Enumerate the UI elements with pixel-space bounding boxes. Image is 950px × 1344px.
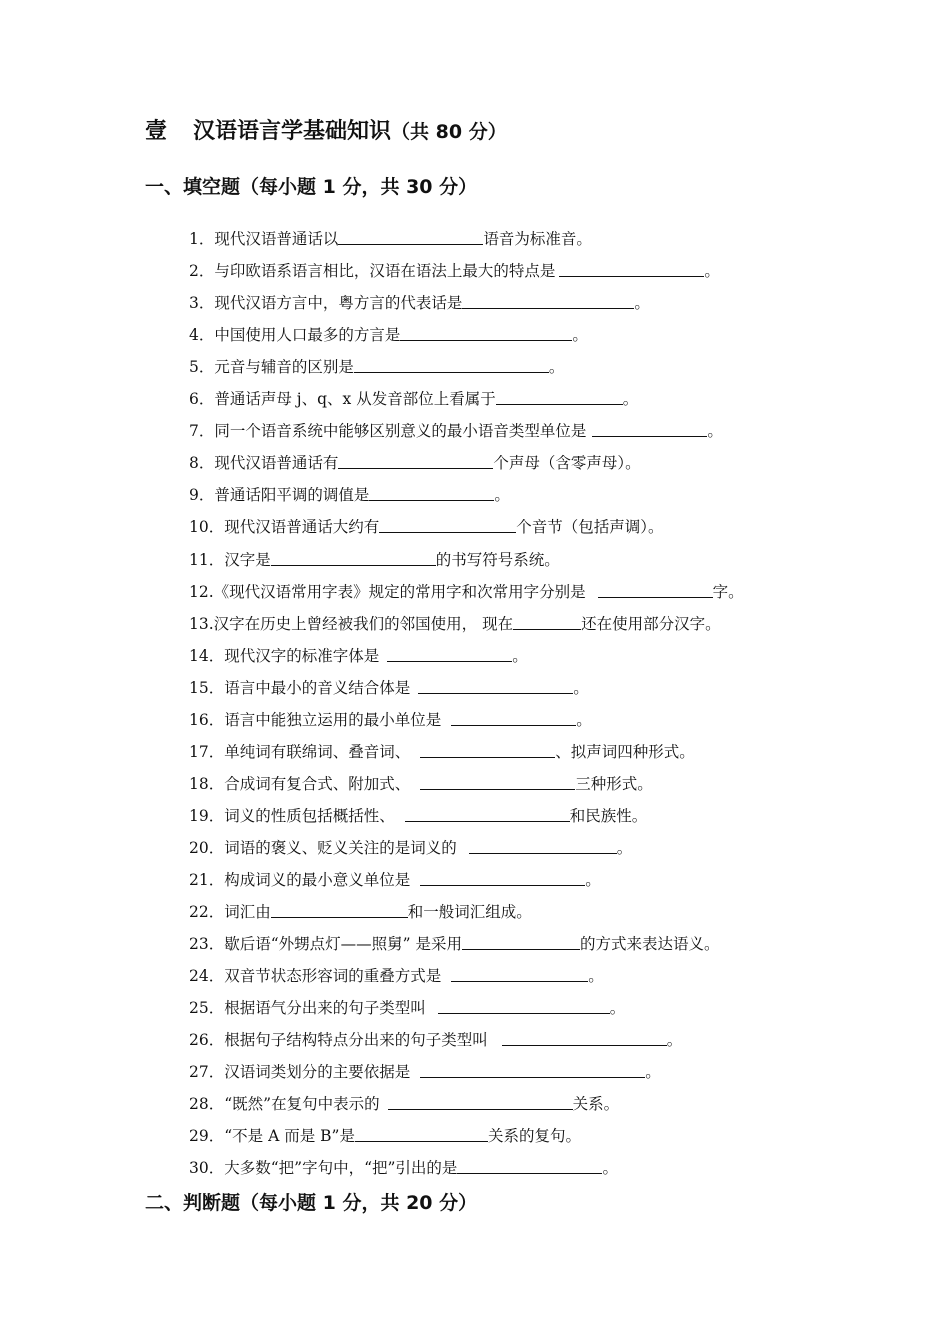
question-number: 22．: [189, 903, 225, 922]
answer-blank[interactable]: [369, 485, 494, 501]
answer-blank[interactable]: [462, 293, 634, 309]
question-item: [189, 710, 592, 730]
question-item: [189, 774, 653, 794]
question-text-before: 现代汉语普通话有: [214, 454, 339, 473]
question-text-after: 。: [616, 838, 633, 857]
question-number: 9．: [189, 486, 215, 505]
question-text-after: 。: [666, 1031, 683, 1050]
question-text-after: 。: [602, 1159, 618, 1178]
question-number: 8．: [189, 454, 215, 473]
answer-blank[interactable]: [418, 678, 573, 694]
answer-blank[interactable]: [457, 1158, 602, 1174]
answer-blank[interactable]: [451, 710, 576, 726]
question-number: 1．: [189, 230, 215, 248]
answer-blank[interactable]: [592, 421, 707, 437]
question-text-before: 同一个语音系统中能够区别意义的最小语音类型单位是: [214, 422, 587, 441]
answer-blank[interactable]: [271, 902, 408, 918]
answer-blank[interactable]: [400, 325, 572, 341]
question-number: 23．: [189, 935, 225, 954]
question-item: [189, 838, 632, 858]
question-item: [189, 517, 664, 537]
question-text-after: 和民族性。: [569, 806, 648, 825]
question-text-before: 词义的性质包括概括性、: [224, 806, 395, 825]
question-text-after: 、拟声词四种形式。: [555, 742, 695, 761]
answer-blank[interactable]: [496, 389, 623, 405]
question-item: [189, 229, 592, 249]
question-item: [189, 1126, 581, 1146]
question-text-before: “不是 A 而是 B”是: [224, 1127, 355, 1146]
question-number: 29．: [189, 1127, 225, 1146]
question-text-before: “既然”在复句中表示的: [224, 1095, 380, 1114]
answer-blank[interactable]: [451, 966, 588, 982]
question-text-after: 。: [572, 326, 588, 345]
question-text-after: 。: [494, 486, 510, 505]
question-item: [189, 582, 744, 602]
answer-blank[interactable]: [420, 870, 585, 886]
question-item: [189, 421, 723, 441]
question-item: [189, 934, 720, 954]
question-text-after: 三种形式。: [575, 774, 653, 793]
answer-blank[interactable]: [513, 614, 581, 630]
question-text-before: 大多数“把”字句中，“把”引出的是: [224, 1159, 458, 1178]
question-number: 21．: [189, 871, 225, 889]
question-text-after: 。: [704, 262, 720, 281]
question-number: 6．: [189, 390, 215, 409]
answer-blank[interactable]: [502, 1030, 667, 1046]
question-text-before: 现代汉语方言中，粤方言的代表话是: [214, 294, 463, 313]
question-text-before: 语言中最小的音义结合体是: [224, 678, 411, 697]
answer-blank[interactable]: [469, 838, 617, 854]
question-text-after: 的书写符号系统。: [435, 550, 560, 569]
question-number: 4．: [189, 326, 215, 345]
question-text-before: 根据语气分出来的句子类型叫: [224, 999, 426, 1018]
answer-blank[interactable]: [598, 582, 713, 598]
question-item: [189, 550, 560, 570]
question-text-before: 根据句子结构特点分出来的句子类型叫: [224, 1031, 488, 1050]
question-text-before: 元音与辅音的区别是: [214, 358, 354, 377]
question-item: [189, 261, 720, 281]
question-item: [189, 485, 510, 505]
question-number: 25．: [189, 999, 225, 1018]
answer-blank[interactable]: [379, 517, 516, 533]
question-number: 30．: [189, 1159, 225, 1178]
question-item: [189, 614, 721, 634]
question-text-before: 词语的褒义、贬义关注的是词义的: [224, 838, 457, 857]
question-text-before: 汉语词类划分的主要依据是: [224, 1063, 411, 1082]
question-text-after: 。: [634, 294, 650, 313]
answer-blank[interactable]: [420, 742, 555, 758]
question-text-before: 汉字是: [224, 550, 271, 569]
part-number: 壹: [145, 119, 168, 144]
question-text-before: 构成词义的最小意义单位是: [224, 871, 411, 889]
question-number: 14．: [189, 646, 225, 665]
part-points: （共 80 分）: [391, 121, 507, 143]
question-number: 26．: [189, 1031, 225, 1050]
question-text-before: 中国使用人口最多的方言是: [214, 326, 401, 345]
answer-blank[interactable]: [387, 646, 512, 662]
question-text-after: 。: [576, 710, 592, 729]
question-number: 10．: [189, 518, 225, 537]
answer-blank[interactable]: [388, 1094, 573, 1110]
question-text-after: 。: [573, 678, 589, 697]
question-text-before: 语言中能独立运用的最小单位是: [224, 710, 442, 729]
question-item: [189, 742, 695, 762]
question-number: 19．: [189, 806, 225, 825]
question-number: 5．: [189, 358, 215, 377]
answer-blank[interactable]: [438, 998, 610, 1014]
question-text-after: 。: [548, 358, 565, 377]
question-text-before: 歇后语“外甥点灯——照舅” 是采用: [224, 935, 463, 954]
question-number: 28．: [189, 1095, 225, 1114]
question-number: 13.: [189, 614, 214, 633]
question-text-after: 关系的复句。: [487, 1127, 581, 1146]
question-number: 16．: [189, 710, 225, 729]
question-item: [189, 1062, 661, 1082]
question-text-before: 普通话阳平调的调值是: [214, 486, 370, 505]
question-item: [189, 998, 625, 1018]
question-text-after: 。: [707, 422, 723, 441]
section-heading-fill-blank: 一、填空题（每小题 1 分，共 30 分）: [145, 176, 478, 198]
answer-blank[interactable]: [338, 453, 493, 469]
question-item: [189, 806, 647, 826]
part-heading: [145, 114, 507, 145]
question-text-after: 。: [585, 871, 601, 889]
question-text-after: 。: [645, 1063, 661, 1082]
question-number: 27．: [189, 1063, 225, 1082]
question-text-before: 双音节状态形容词的重叠方式是: [224, 967, 442, 986]
question-item: [189, 870, 601, 890]
part-title: 汉语语言学基础知识: [193, 119, 392, 144]
question-text-after: 和一般词汇组成。: [407, 903, 532, 922]
question-text-after: 个音节（包括声调）。: [516, 518, 664, 537]
question-text-before: 现代汉语普通话以: [214, 230, 339, 248]
question-item: [189, 966, 604, 986]
question-number: 17．: [189, 742, 225, 761]
question-item: [189, 325, 588, 345]
question-item: [189, 1030, 682, 1050]
question-number: 15．: [189, 678, 225, 697]
question-item: [189, 389, 638, 409]
question-item: [189, 453, 641, 473]
question-text-after: 还在使用部分汉字。: [581, 614, 721, 633]
question-text-before: 普通话声母 j、q、x 从发音部位上看属于: [214, 390, 496, 409]
question-number: 7．: [189, 422, 215, 441]
question-item: [189, 293, 650, 313]
question-text-after: 语音为标准音。: [483, 230, 592, 248]
section-heading-true-false: 二、判断题（每小题 1 分，共 20 分）: [145, 1192, 478, 1214]
question-text-after: 。: [588, 967, 604, 986]
question-number: 3．: [189, 294, 215, 313]
question-text-before: 现代汉语普通话大约有: [224, 518, 380, 537]
answer-blank[interactable]: [405, 806, 570, 822]
question-text-after: 。: [609, 999, 626, 1018]
question-text-after: 的方式来表达语义。: [580, 935, 720, 954]
question-item: [189, 1158, 618, 1178]
question-number: 20．: [189, 838, 225, 857]
question-text-after: 。: [512, 646, 528, 665]
question-text-after: 字。: [712, 582, 744, 601]
answer-blank[interactable]: [271, 550, 436, 566]
question-number: 18．: [189, 774, 225, 793]
question-number: 24．: [189, 967, 225, 986]
question-text-before: 现代汉字的标准字体是: [224, 646, 380, 665]
question-item: [189, 646, 528, 666]
answer-blank[interactable]: [354, 357, 549, 373]
question-number: 2．: [189, 262, 215, 281]
question-text-before: 与印欧语系语言相比，汉语在语法上最大的特点是: [214, 262, 556, 281]
question-text-before: 合成词有复合式、附加式、: [224, 774, 411, 793]
question-number: 11．: [189, 550, 225, 569]
question-item: [189, 678, 589, 698]
question-text-after: 。: [622, 390, 639, 409]
question-item: [189, 1094, 619, 1114]
question-item: [189, 357, 564, 377]
answer-blank[interactable]: [420, 774, 575, 790]
answer-blank[interactable]: [355, 1126, 488, 1142]
question-text-before: 《现代汉语常用字表》规定的常用字和次常用字分别是: [213, 582, 586, 601]
question-text-before: 单纯词有联绵词、叠音词、: [224, 742, 411, 761]
answer-blank[interactable]: [462, 934, 580, 950]
question-text-after: 个声母（含零声母）。: [493, 454, 641, 473]
question-number: 12.: [189, 582, 214, 601]
question-item: [189, 902, 532, 922]
question-text-before: 汉字在历史上曾经被我们的邻国使用， 现在: [213, 614, 514, 633]
question-text-before: 词汇由: [224, 903, 271, 922]
answer-blank[interactable]: [559, 261, 704, 277]
answer-blank[interactable]: [420, 1062, 645, 1078]
answer-blank[interactable]: [338, 229, 483, 245]
question-text-after: 关系。: [572, 1095, 620, 1114]
